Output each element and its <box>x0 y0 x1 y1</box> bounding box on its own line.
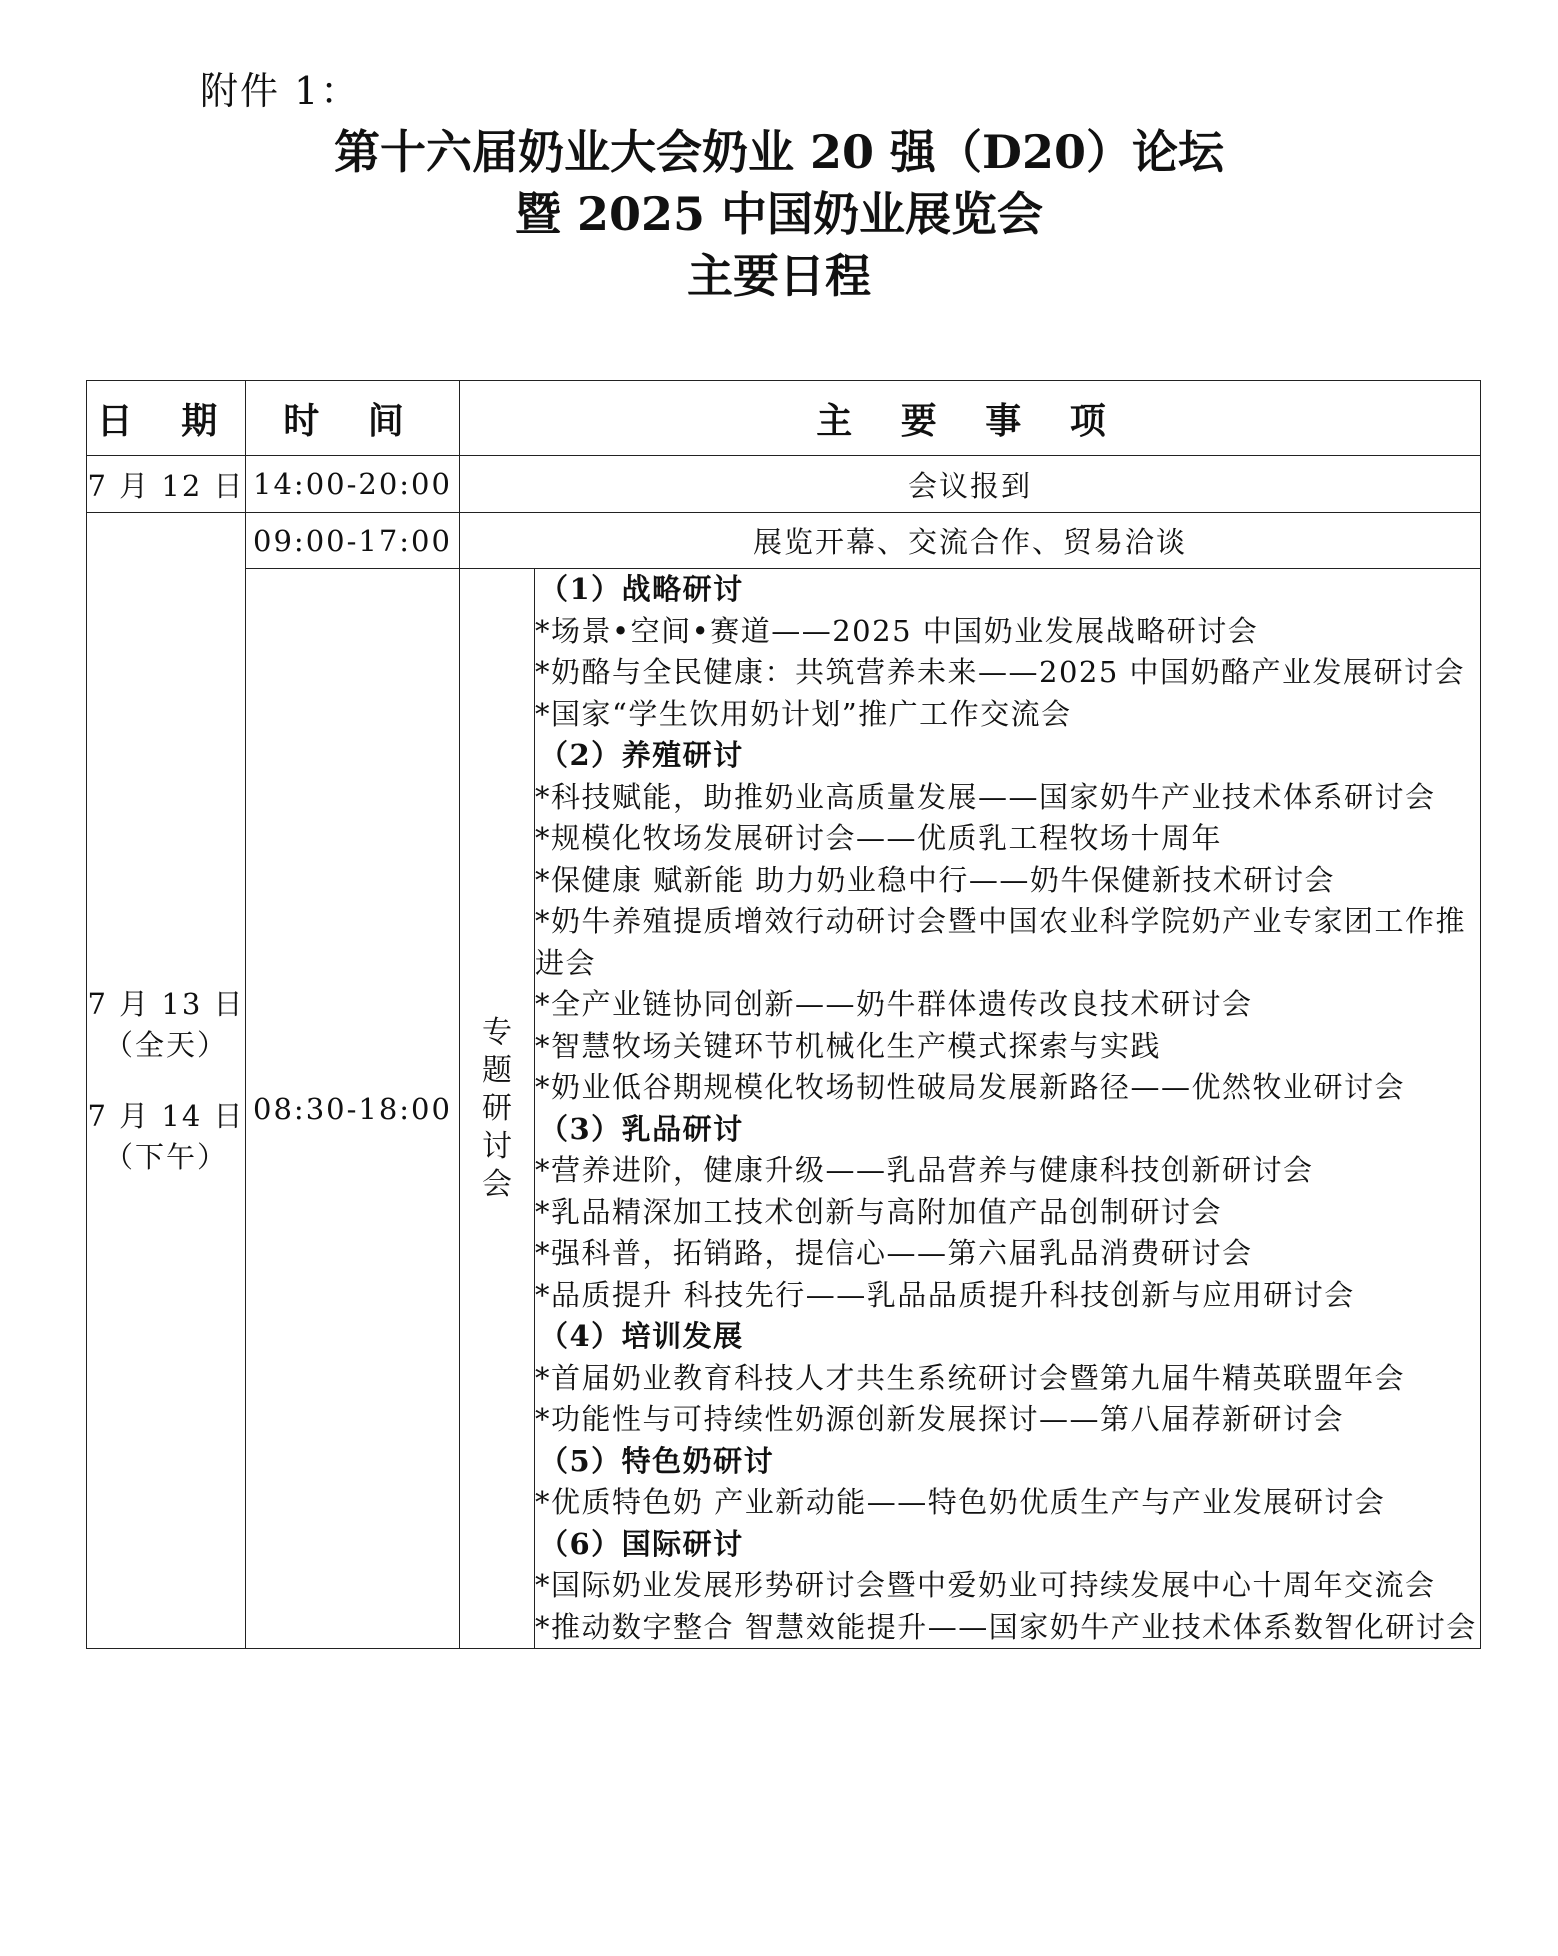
title-line-3: 主要日程 <box>687 249 871 303</box>
date-cell <box>87 513 246 1649</box>
date-cell: 7 月 12 日 <box>87 456 246 513</box>
list-item: *国家“学生饮用奶计划”推广工作交流会 <box>535 696 1072 731</box>
header-items: 主 要 事 项 <box>460 381 1481 456</box>
list-item: *强科普，拓销路，提信心——第六届乳品消费研讨会 <box>535 1236 1253 1270</box>
list-item: *奶牛养殖提质增效行动研讨会暨中国农业科学院奶产业专家团工作推进会 <box>535 904 1467 980</box>
section-heading: （3）乳品研讨 <box>539 1111 744 1146</box>
item-cell: 会议报到 <box>460 456 1481 513</box>
table-row <box>87 456 1481 513</box>
category-char: 研 <box>482 1090 512 1126</box>
list-item: *功能性与可持续性奶源创新发展探讨——第八届荐新研讨会 <box>535 1402 1345 1436</box>
list-item: *优质特色奶 产业新动能——特色奶优质生产与产业发展研讨会 <box>535 1485 1386 1519</box>
header-date: 日 期 <box>87 381 246 456</box>
date-line: （全天） <box>103 1027 228 1062</box>
list-item: *国际奶业发展形势研讨会暨中爱奶业可持续发展中心十周年交流会 <box>535 1568 1436 1602</box>
category-char: 讨 <box>482 1128 512 1164</box>
list-item: *全产业链协同创新——奶牛群体遗传改良技术研讨会 <box>535 987 1253 1021</box>
list-item: *乳品精深加工技术创新与高附加值产品创制研讨会 <box>535 1194 1223 1229</box>
list-item: *智慧牧场关键环节机械化生产模式探索与实践 <box>535 1028 1162 1063</box>
table-row <box>87 569 1481 1649</box>
table-row <box>87 513 1481 569</box>
time-cell: 08:30-18:00 <box>246 569 460 1649</box>
list-item: *场景•空间•赛道——2025 中国奶业发展战略研讨会 <box>535 613 1259 648</box>
category-label-cell <box>460 569 535 1649</box>
section-heading: （2）养殖研讨 <box>539 738 744 772</box>
title-line-1: 第十六届奶业大会奶业 20 强（D20）论坛 <box>334 125 1224 179</box>
schedule-table <box>86 380 1481 1649</box>
document-title <box>0 122 1558 308</box>
item-cell: 展览开幕、交流合作、贸易洽谈 <box>460 513 1481 569</box>
date-line: 7 月 14 日 <box>87 1098 245 1133</box>
time-cell: 09:00-17:00 <box>246 513 460 569</box>
time-cell: 14:00-20:00 <box>246 456 460 513</box>
header-time: 时 间 <box>246 381 460 456</box>
section-heading: （5）特色奶研讨 <box>539 1443 775 1478</box>
seminar-list <box>535 569 1481 1649</box>
list-item: *科技赋能，助推奶业高质量发展——国家奶牛产业技术体系研讨会 <box>535 779 1436 814</box>
header-row <box>87 381 1481 456</box>
list-item: *推动数字整合 智慧效能提升——国家奶牛产业技术体系数智化研讨会 <box>535 1609 1477 1644</box>
date-line: （下午） <box>103 1139 228 1174</box>
section-heading: （4）培训发展 <box>539 1319 744 1353</box>
list-item: *奶业低谷期规模化牧场韧性破局发展新路径——优然牧业研讨会 <box>535 1070 1406 1104</box>
list-item: *保健康 赋新能 助力奶业稳中行——奶牛保健新技术研讨会 <box>535 862 1335 897</box>
attachment-label: 附件 1： <box>200 69 361 113</box>
list-item: *规模化牧场发展研讨会——优质乳工程牧场十周年 <box>535 821 1223 855</box>
category-char: 专 <box>482 1014 512 1050</box>
category-char: 题 <box>482 1052 512 1088</box>
list-item: *奶酪与全民健康：共筑营养未来——2025 中国奶酪产业发展研讨会 <box>535 655 1466 689</box>
title-line-2: 暨 2025 中国奶业展览会 <box>514 187 1044 241</box>
date-line: 7 月 13 日 <box>87 986 245 1021</box>
category-char: 会 <box>482 1166 512 1202</box>
section-heading: （1）战略研讨 <box>539 572 744 606</box>
section-heading: （6）国际研讨 <box>539 1526 744 1561</box>
list-item: *首届奶业教育科技人才共生系统研讨会暨第九届牛精英联盟年会 <box>535 1360 1406 1395</box>
list-item: *营养进阶，健康升级——乳品营养与健康科技创新研讨会 <box>535 1153 1314 1187</box>
list-item: *品质提升 科技先行——乳品品质提升科技创新与应用研讨会 <box>535 1277 1355 1312</box>
